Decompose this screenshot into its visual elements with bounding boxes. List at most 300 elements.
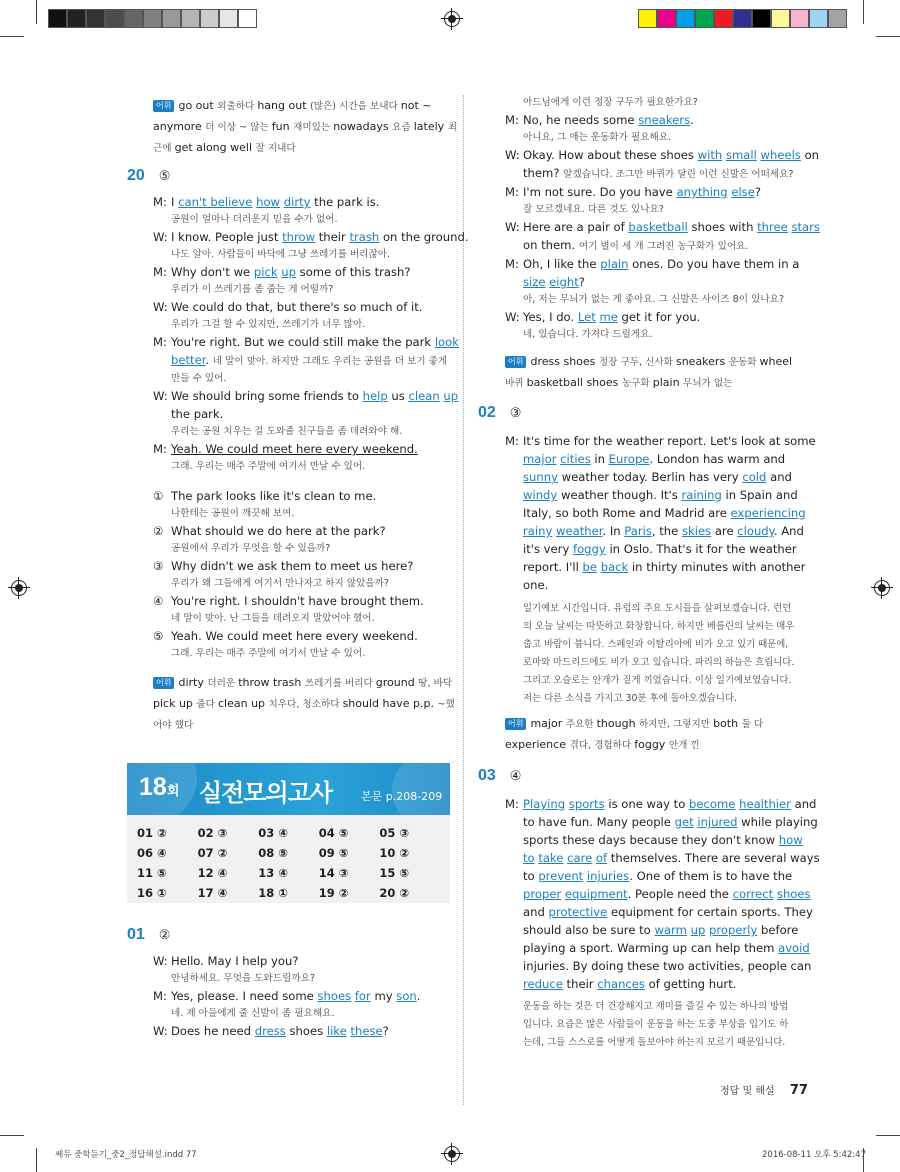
registration-mark-right <box>874 580 890 596</box>
script-line <box>505 849 820 867</box>
script-line <box>505 111 820 129</box>
key-word: windy <box>523 488 558 502</box>
key-word: skies <box>681 524 712 538</box>
option-text: What should we do here at the park? <box>171 524 386 538</box>
script-line <box>505 957 820 975</box>
translation-line: 일기예보 시간입니다. 유럽의 주요 도시들을 살펴보겠습니다. 런던 <box>523 603 792 614</box>
text-segment: . In <box>602 524 625 538</box>
option-text: You're right. I shouldn't have brought them. <box>171 594 424 608</box>
text-segment: and <box>523 905 549 919</box>
text-segment: and <box>766 470 792 484</box>
text-segment: Yes, I do. <box>523 310 578 324</box>
script-line <box>153 193 469 211</box>
script-line <box>505 522 816 540</box>
vocab-meaning: 더러운 <box>207 678 239 689</box>
script-line <box>505 867 820 885</box>
question-03-translation <box>523 998 788 1052</box>
option-line <box>153 557 424 575</box>
key-word: become <box>689 797 736 811</box>
key-word: up <box>443 389 459 403</box>
vocab-meaning: 근에 <box>153 143 175 154</box>
text-segment: You're right. But we could still make the park <box>171 335 435 349</box>
speaker-label: W: <box>153 954 168 968</box>
vocab-term: get along well <box>174 141 256 154</box>
option-number: ④ <box>153 594 164 608</box>
text-segment: . <box>690 113 694 127</box>
speaker-label: W: <box>505 310 520 324</box>
text-segment: ones. Do you have them in a <box>628 257 800 271</box>
text-segment: some of this trash? <box>295 265 411 279</box>
option-line <box>153 592 424 610</box>
script-line <box>153 298 469 316</box>
vocab-meaning: 안개 낀 <box>668 740 700 751</box>
vocab-term: hang out <box>257 99 311 112</box>
speaker-label: W: <box>153 230 168 244</box>
vocab-meaning: (많은) 시간을 보내다 <box>310 101 401 112</box>
gray-swatch <box>238 9 257 28</box>
key-word: these <box>350 1024 383 1038</box>
vocab-box-top <box>153 96 457 159</box>
text-segment: We could do that, but there's so much of it. <box>171 300 423 314</box>
answer-cell: 10 ② <box>379 846 410 860</box>
question-20-options <box>153 487 424 662</box>
text-segment: . One of them is to have the <box>629 869 793 883</box>
answer-cell: 16 ① <box>137 886 167 900</box>
vocab-line <box>505 352 792 373</box>
answer-cell: 20 ② <box>379 886 410 900</box>
answer-cell: 08 ⑤ <box>258 846 288 860</box>
key-word: get <box>674 815 694 829</box>
answer-cell: 11 ⑤ <box>137 866 167 880</box>
test-title: 실전모의고사 <box>199 779 333 807</box>
question-number: 02 <box>478 404 496 421</box>
key-word: reduce <box>523 977 563 991</box>
key-word: care <box>567 851 593 865</box>
translation-line: 로마와 마드리드에도 비가 오고 있습니다. 파리의 하늘은 흐립니다. <box>523 657 795 668</box>
script-line <box>153 333 469 351</box>
key-word: foggy <box>573 542 606 556</box>
vocab-line <box>153 694 455 715</box>
crop-mark <box>876 36 900 37</box>
vocab-meaning: 더 이상 ~ 않는 <box>205 122 272 133</box>
text-segment: one. <box>523 578 549 592</box>
vocab-meaning: 둘 다 <box>741 719 764 730</box>
key-word: major <box>523 452 557 466</box>
text-segment: ? <box>578 275 585 289</box>
key-word: wheels <box>760 148 801 162</box>
vocab-line <box>505 714 763 735</box>
script-line <box>505 504 816 522</box>
text-segment: Yeah. We could meet here every weekend. <box>171 442 418 456</box>
key-word: like <box>326 1024 347 1038</box>
text-segment: Oh, I like the <box>523 257 601 271</box>
translation-line: 는데, 그들 스스로를 어떻게 돌보아야 하는지 모르기 때문입니다. <box>523 1037 786 1048</box>
text-segment: weather today. Berlin has very <box>557 470 743 484</box>
gray-swatch <box>162 9 181 28</box>
answer-cell: 15 ⑤ <box>379 866 410 880</box>
key-word: chances <box>597 977 645 991</box>
script-line <box>505 468 816 486</box>
script-line <box>153 405 469 423</box>
text-segment: Hello. May I help you? <box>171 954 299 968</box>
speaker-label: M: <box>505 113 519 127</box>
text-segment: on <box>800 148 820 162</box>
question-number: 20 <box>127 167 145 184</box>
answer-cell: 04 ⑤ <box>318 826 349 840</box>
vocab-meaning: 주요한 <box>565 719 597 730</box>
key-word: Playing <box>523 797 566 811</box>
color-swatch <box>828 9 847 28</box>
color-swatch <box>771 9 790 28</box>
text-segment: shoes <box>285 1024 327 1038</box>
key-word: son <box>396 989 417 1003</box>
key-word: shoes <box>776 887 811 901</box>
text-segment: injuries. By doing these two activities, people can <box>523 959 812 973</box>
text-segment: to have fun. Many people <box>523 815 675 829</box>
vocab-meaning: 운동화 <box>728 357 760 368</box>
text-segment: ? <box>754 185 762 199</box>
vocab-term: basketball shoes <box>526 376 622 389</box>
text-segment: the park. <box>171 407 224 421</box>
text-segment: are <box>711 524 738 538</box>
key-word: equipment <box>564 887 628 901</box>
script-line <box>505 975 820 993</box>
color-swatch <box>638 9 657 28</box>
text-segment: equipment for certain sports. They <box>607 905 813 919</box>
color-swatch <box>676 9 695 28</box>
question-03-script <box>505 795 820 993</box>
translation-line: 아니요, 그 애는 운동화가 필요해요. <box>523 132 672 143</box>
key-word: properly <box>709 923 758 937</box>
key-word: to <box>523 851 535 865</box>
option-text: Why didn't we ask them to meet us here? <box>171 559 414 573</box>
speaker-label: W: <box>505 148 520 162</box>
key-word: Europe <box>608 452 650 466</box>
key-word: for <box>354 989 371 1003</box>
text-segment: Does he need <box>171 1024 255 1038</box>
text-segment: should also be sure to <box>523 923 655 937</box>
text-segment: in <box>590 452 609 466</box>
speaker-label: W: <box>153 389 168 403</box>
question-01-script-continued <box>505 94 820 343</box>
gray-swatch <box>181 9 200 28</box>
translation-line: 나도 알아. 사람들이 바닥에 그냥 쓰레기를 버리잖아. <box>171 249 391 260</box>
text-segment: Here are a pair of <box>523 220 629 234</box>
korean-inline: 알겠습니다. 조그만 바퀴가 달린 이런 신발은 어떠세요? <box>563 169 794 180</box>
translation-line: 운동을 하는 것은 더 건강해지고 재미를 즐길 수 있는 하나의 방법 <box>523 1001 789 1012</box>
question-03-header <box>478 767 521 785</box>
translation-line: 그리고 오슬로는 안개가 짙게 끼었습니다. 이상 일기예보였습니다. <box>523 675 792 686</box>
vocab-term: foggy <box>634 738 669 751</box>
question-answer: ② <box>158 927 171 942</box>
translation-line: 저는 다른 소식을 가지고 30분 후에 돌아오겠습니다. <box>523 693 737 704</box>
page-number: 77 <box>789 1083 808 1098</box>
script-line <box>505 558 816 576</box>
text-segment: on them. <box>523 238 579 252</box>
file-slug: 쎄듀 중학듣기_중2_정답해설.indd 77 <box>55 1150 197 1160</box>
key-word: up <box>690 923 706 937</box>
option-number: ② <box>153 524 164 538</box>
vocab-meaning: 땅, 바닥 <box>418 678 453 689</box>
key-word: dress <box>254 1024 286 1038</box>
key-word: of <box>595 851 608 865</box>
option-translation: 네 말이 맞아. 난 그들을 데려오지 말았어야 했어. <box>171 613 375 624</box>
script-line <box>505 576 816 594</box>
key-word: be <box>582 560 598 574</box>
key-word: Let <box>577 310 596 324</box>
crop-mark <box>863 0 864 24</box>
key-word: prevent <box>538 869 584 883</box>
option-number: ① <box>153 489 164 503</box>
text-segment: in Spain and <box>721 488 798 502</box>
translation-line: 춥고 바람이 붑니다. 스페인과 이탈리아에 비가 오고 있기 때문에, <box>523 639 789 650</box>
vocab-line <box>505 373 792 394</box>
answer-cell: 17 ④ <box>197 886 228 900</box>
key-word: protective <box>548 905 608 919</box>
vocab-meaning: 요즘 <box>392 122 414 133</box>
option-translation: 나한테는 공원이 깨끗해 보여. <box>171 508 295 519</box>
text-segment: it's very <box>523 542 573 556</box>
script-line <box>153 351 469 370</box>
speaker-label: M: <box>153 335 167 349</box>
answer-cell: 09 ⑤ <box>318 846 349 860</box>
vocab-term: not ~ <box>400 99 432 112</box>
registration-mark-bottom <box>444 1146 460 1162</box>
answer-cell: 14 ③ <box>318 866 349 880</box>
gray-swatch <box>200 9 219 28</box>
key-word: correct <box>732 887 774 901</box>
speaker-label: M: <box>153 265 167 279</box>
script-line <box>505 540 816 558</box>
speaker-label: M: <box>153 195 167 209</box>
option-number: ③ <box>153 559 164 573</box>
text-segment: I <box>171 195 179 209</box>
vocab-term: sneakers <box>675 355 729 368</box>
text-segment: It's time for the weather report. Let's look at some <box>523 434 816 448</box>
script-line <box>505 255 820 273</box>
key-word: else <box>731 185 755 199</box>
key-word: proper <box>523 887 562 901</box>
vocab-term: nowadays <box>333 120 393 133</box>
test-banner <box>127 763 450 815</box>
option-translation: 우리가 왜 그들에게 여기서 만나자고 하지 않았을까? <box>171 578 390 589</box>
script-line <box>505 164 820 183</box>
speaker-label: M: <box>505 797 519 811</box>
gray-swatch <box>219 9 238 28</box>
color-swatch <box>809 9 828 28</box>
key-word: cloudy <box>737 524 774 538</box>
translation-line: 만들 수 있어. <box>171 373 227 384</box>
text-segment: in Oslo. That's it for the weather <box>605 542 797 556</box>
text-segment: Yes, please. I need some <box>171 989 318 1003</box>
option-line <box>153 522 424 540</box>
translation-line: 우리가 이 쓰레기를 좀 줍는 게 어떨까? <box>171 284 334 295</box>
key-word: stars <box>791 220 820 234</box>
speaker-label: M: <box>505 434 519 448</box>
translation-line: 우리가 그걸 할 수 있지만, 쓰레기가 너무 많아. <box>171 319 366 330</box>
key-word: pick <box>253 265 278 279</box>
crop-mark <box>0 1135 24 1136</box>
translation-line: 네. 제 아들에게 줄 신발이 좀 필요해요. <box>171 1008 335 1019</box>
vocab-term: dress shoes <box>530 355 599 368</box>
answer-cell: 12 ④ <box>197 866 228 880</box>
text-segment: playing a sport. Warming up can help them <box>523 941 779 955</box>
translation-line: 잘 모르겠네요. 다른 것도 있나요? <box>523 204 664 215</box>
question-answer: ④ <box>509 768 522 783</box>
page-footer <box>720 1082 808 1098</box>
crop-mark <box>0 36 24 37</box>
key-word: up <box>281 265 296 279</box>
vocab-meaning: ~했 <box>437 699 455 710</box>
color-swatch-strip <box>638 9 847 28</box>
vocab-term: go out <box>178 99 218 112</box>
vocab-line <box>153 138 457 159</box>
text-segment: in thirty minutes with another <box>628 560 806 574</box>
speaker-label: M: <box>153 442 167 456</box>
question-01-header <box>127 926 170 944</box>
question-20-vocab <box>153 673 455 736</box>
test-number: 18회 <box>139 773 180 801</box>
question-number: 01 <box>127 926 145 943</box>
speaker-label: W: <box>153 300 168 314</box>
vocab-meaning: 농구화 <box>621 378 653 389</box>
gray-swatch-strip <box>48 9 257 28</box>
registration-mark-left <box>11 580 27 596</box>
vocab-line <box>505 735 763 756</box>
color-swatch <box>657 9 676 28</box>
question-answer: ⑤ <box>158 168 171 183</box>
vocab-tag: 어휘 <box>153 677 174 689</box>
question-20-header <box>127 167 170 185</box>
script-line <box>153 387 469 405</box>
script-line <box>505 939 820 957</box>
text-segment: while playing <box>737 815 818 829</box>
key-word: eight <box>549 275 579 289</box>
key-word: back <box>600 560 629 574</box>
key-word: can't believe <box>178 195 253 209</box>
key-word: clean <box>408 389 440 403</box>
key-word: dirty <box>283 195 311 209</box>
option-text: The park looks like it's clean to me. <box>171 489 377 503</box>
vocab-meaning: 겪다, 경험하다 <box>569 740 635 751</box>
script-line <box>505 921 820 939</box>
color-swatch <box>790 9 809 28</box>
vocab-term: clean up <box>218 697 269 710</box>
text-segment: on the ground. <box>379 230 469 244</box>
vocab-meaning: 치우다, 청소하다 <box>268 699 343 710</box>
script-line <box>153 987 420 1005</box>
text-segment: weather though. It's <box>557 488 682 502</box>
script-line <box>153 952 420 970</box>
vocab-term: fun <box>271 120 294 133</box>
key-word: small <box>725 148 757 162</box>
translation-line: 네, 있습니다. 가져다 드릴게요. <box>523 329 653 340</box>
text-segment: and <box>790 797 817 811</box>
text-segment: their <box>315 230 350 244</box>
key-word: cold <box>742 470 767 484</box>
vocab-term: should have p.p. <box>342 697 438 710</box>
text-segment: sports these days because they don't know <box>523 833 779 847</box>
translation-line: 우리는 공원 치우는 걸 도와줄 친구들을 좀 데려와야 해. <box>171 426 403 437</box>
script-line <box>505 236 820 255</box>
vocab-term: both <box>713 717 742 730</box>
vocab-line <box>153 673 455 694</box>
question-02-header <box>478 404 521 422</box>
gray-swatch <box>86 9 105 28</box>
vocab-term: though <box>596 717 640 730</box>
key-word: raining <box>681 488 722 502</box>
answer-cell: 02 ③ <box>197 826 228 840</box>
key-word: shoes <box>317 989 352 1003</box>
key-word: with <box>697 148 723 162</box>
answer-grid <box>137 825 440 902</box>
key-word: size <box>523 275 546 289</box>
answer-cell: 19 ② <box>318 886 349 900</box>
script-line <box>505 218 820 236</box>
vocab-meaning: 잘 지내다 <box>255 143 296 154</box>
key-word: how <box>778 833 803 847</box>
color-swatch <box>752 9 771 28</box>
key-word: rainy <box>523 524 553 538</box>
vocab-meaning: 최 <box>447 122 457 133</box>
answer-cell: 05 ③ <box>379 826 410 840</box>
script-line <box>505 183 820 201</box>
key-word: basketball <box>628 220 688 234</box>
answer-cell: 07 ② <box>197 846 228 860</box>
key-word: injured <box>697 815 738 829</box>
text-segment: . London has warm and <box>649 452 786 466</box>
text-segment: before <box>757 923 799 937</box>
print-timestamp: 2016-08-11 오후 5:42:47 <box>762 1150 866 1160</box>
text-segment: , the <box>651 524 682 538</box>
vocab-line <box>153 117 457 138</box>
script-line <box>505 273 820 291</box>
korean-inline: 네 말이 맞아. 하지만 그래도 우리는 공원을 더 보기 좋게 <box>212 356 448 367</box>
footer-section: 정답 및 해설 <box>720 1086 775 1097</box>
speaker-label: W: <box>153 1024 168 1038</box>
key-word: trash <box>349 230 380 244</box>
question-02-script <box>505 432 816 594</box>
translation-line: 안녕하세요. 무엇을 도와드릴까요? <box>171 973 315 984</box>
crop-mark <box>36 1148 37 1172</box>
script-line <box>505 813 820 831</box>
vocab-line <box>153 96 457 117</box>
script-line <box>505 308 820 326</box>
color-swatch <box>733 9 752 28</box>
text-segment: I'm not sure. Do you have <box>523 185 677 199</box>
text-segment: I know. People just <box>171 230 283 244</box>
script-line <box>505 903 820 921</box>
key-word: look <box>434 335 459 349</box>
text-segment: the park is. <box>310 195 380 209</box>
text-segment: . <box>205 353 213 367</box>
answer-cell: 06 ④ <box>137 846 167 860</box>
option-text: Yeah. We could meet here every weekend. <box>171 629 418 643</box>
text-segment: . People need the <box>627 887 733 901</box>
vocab-tag: 어휘 <box>505 718 526 730</box>
text-segment: shoes with <box>687 220 758 234</box>
vocab-term: experience <box>505 738 570 751</box>
script-line <box>505 432 816 450</box>
text-segment: . <box>416 989 421 1003</box>
text-segment: . And <box>773 524 804 538</box>
key-word: better <box>171 353 206 367</box>
key-word: cities <box>560 452 591 466</box>
gray-swatch <box>124 9 143 28</box>
key-word: healthier <box>739 797 791 811</box>
vocab-meaning: 하지만, 그렇지만 <box>639 719 714 730</box>
translation-line: 아, 저는 무늬가 없는 게 좋아요. 그 신발은 사이즈 8이 있나요? <box>523 294 784 305</box>
